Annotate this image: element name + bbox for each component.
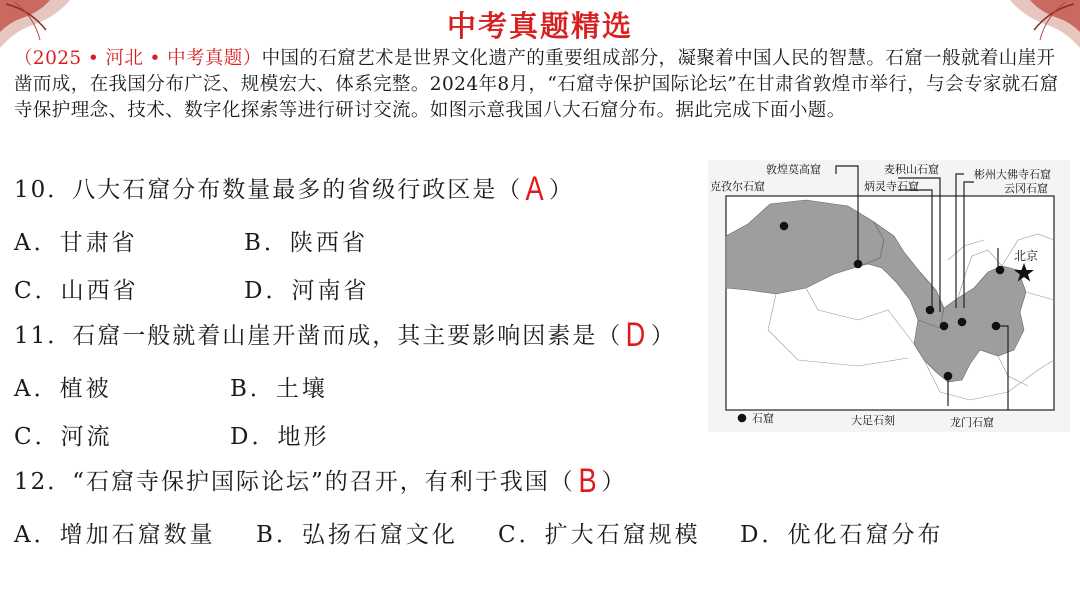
binzhou-dot	[958, 318, 967, 327]
option-a: A．甘肃省	[14, 230, 138, 256]
question-stem: 12．“石窟寺保护国际论坛”的召开，有利于我国（	[14, 469, 575, 495]
label-beijing: 北京	[1014, 249, 1039, 263]
option-b: B．土壤	[230, 376, 328, 402]
dazu-dot	[944, 372, 953, 381]
answer-mark: D	[625, 316, 648, 354]
option-d: D．地形	[230, 424, 330, 450]
label-dazu: 大足石刻	[851, 414, 895, 427]
page-title: 中考真题精选	[446, 9, 633, 43]
question-stem-end: ）	[548, 177, 574, 203]
grotto-distribution-map	[708, 160, 1070, 432]
kizil-dot	[780, 222, 789, 231]
legend-dot	[738, 414, 747, 423]
binglingsi-dot	[926, 306, 935, 315]
option-d: D．优化石窟分布	[740, 522, 944, 548]
label-longmen: 龙门石窟	[950, 416, 994, 429]
label-dunhuang: 敦煌莫高窟	[766, 163, 821, 176]
question-10	[14, 170, 574, 209]
label-yungang: 云冈石窟	[1004, 182, 1048, 195]
option-b: B．弘扬石窟文化	[256, 522, 458, 548]
legend-label: 石窟	[752, 412, 774, 425]
question-stem-end: ）	[601, 469, 627, 495]
option-c: C．河流	[14, 424, 113, 450]
answer-mark: B	[578, 462, 599, 500]
question-stem-end: ）	[650, 323, 676, 349]
dunhuang-dot	[854, 260, 863, 269]
option-d: D．河南省	[244, 278, 370, 304]
maijishan-dot	[940, 322, 949, 331]
label-binzhou: 彬州大佛寺石窟	[974, 168, 1051, 181]
question-12	[14, 462, 626, 501]
option-c: C．扩大石窟规模	[498, 522, 701, 548]
intro-text: 中国的石窟艺术是世界文化遗产的重要组成部分，凝聚着中国人民的智慧。石窟一般就着山崖开凿而成，在我国分布广泛、规模宏大、体系完整。2024年8月，“石窟寺保护国际论坛”在甘肃省敦煌市举行，与会专家就石窟寺保护理念、技术、数字化探索等进行研讨交流。如图示意我国八大石窟分布。据此完成下面小题。	[14, 48, 1059, 121]
label-maijishan: 麦积山石窟	[884, 163, 939, 176]
option-a: A．植被	[14, 376, 112, 402]
label-binglingsi: 炳灵寺石窟	[864, 180, 919, 193]
option-b: B．陕西省	[244, 230, 368, 256]
question-stem: 11．石窟一般就着山崖开凿而成，其主要影响因素是（	[14, 323, 623, 349]
map-drawing	[708, 160, 1070, 432]
option-a: A．增加石窟数量	[14, 522, 216, 548]
question-stem: 10．八大石窟分布数量最多的省级行政区是（	[14, 177, 523, 203]
answer-mark: A	[525, 170, 546, 208]
option-c: C．山西省	[14, 278, 139, 304]
label-kizil: 克孜尔石窟	[710, 180, 765, 193]
intro-paragraph	[14, 46, 1069, 124]
question-11	[14, 316, 676, 355]
yungang-dot	[996, 266, 1005, 275]
question-source: （2025 • 河北 • 中考真题）	[14, 48, 262, 69]
longmen-dot	[992, 322, 1001, 331]
